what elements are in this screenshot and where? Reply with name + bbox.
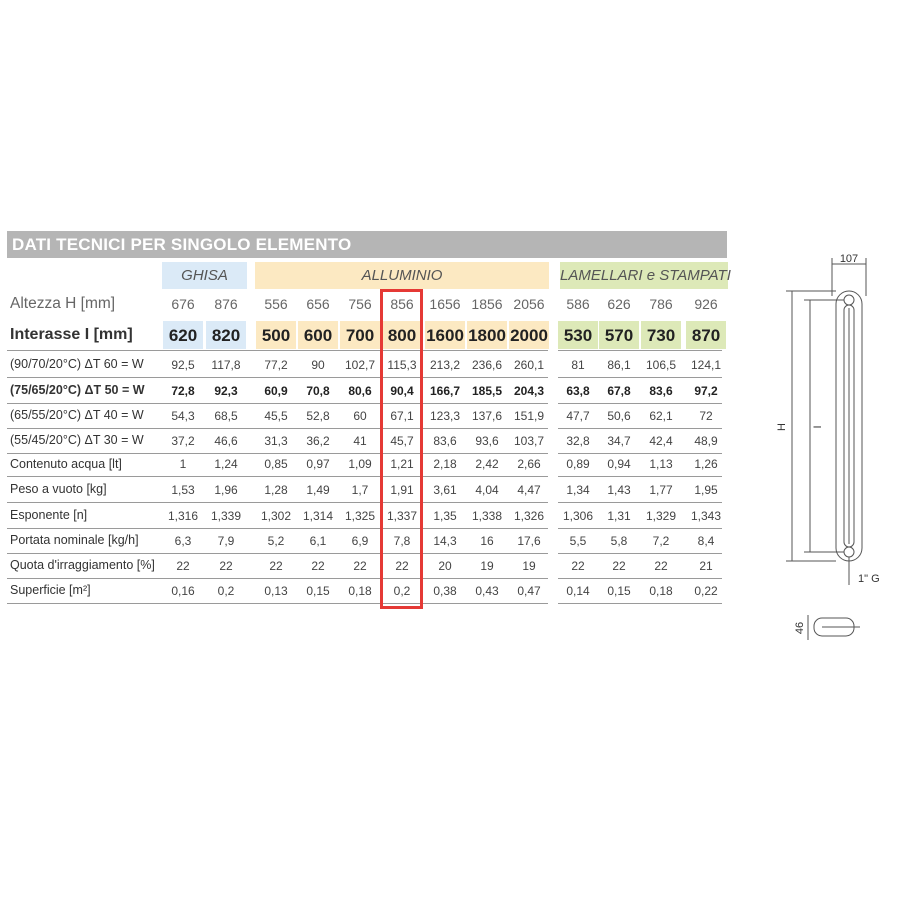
table-cell: 45,7: [390, 434, 414, 448]
table-cell: 5,2: [267, 534, 285, 548]
table-cell: 16: [480, 534, 494, 548]
table-cell: 3,61: [433, 483, 457, 497]
table-title: DATI TECNICI PER SINGOLO ELEMENTO: [12, 235, 352, 254]
table-cell: 1,13: [649, 457, 673, 471]
table-cell: 260,1: [513, 358, 545, 372]
table-cell: 1,95: [694, 483, 718, 497]
table-cell: 22: [269, 559, 283, 573]
table-cell: 1800: [468, 326, 506, 345]
table-cell: 117,8: [211, 358, 241, 372]
row-divider: [7, 603, 548, 604]
row-divider: [558, 578, 722, 579]
table-cell: 676: [171, 296, 195, 312]
table-cell: 50,6: [607, 409, 631, 423]
table-cell: 1,343: [690, 509, 722, 523]
table-cell: 22: [219, 559, 233, 573]
table-cell: 22: [395, 559, 409, 573]
row-divider: [558, 502, 722, 503]
table-cell: 2,66: [517, 457, 541, 471]
table-cell: 800: [387, 326, 417, 345]
table-cell: 47,7: [566, 409, 590, 423]
table-cell: 22: [353, 559, 367, 573]
table-cell: 0,47: [517, 584, 541, 598]
table-cell: 1,314: [302, 509, 334, 523]
table-cell: 115,3: [387, 358, 417, 372]
table-cell: 166,7: [429, 384, 461, 398]
table-cell: 1,28: [264, 483, 288, 497]
row-label: Quota d'irraggiamento [%]: [10, 558, 155, 572]
table-cell: 60: [353, 409, 367, 423]
table-cell: 93,6: [475, 434, 499, 448]
table-cell: 1,338: [471, 509, 503, 523]
table-cell: 1,302: [260, 509, 292, 523]
table-cell: 556: [264, 296, 288, 312]
row-label: Superficie [m²]: [10, 583, 91, 597]
table-cell: 31,3: [264, 434, 288, 448]
table-cell: 0,16: [171, 584, 195, 598]
table-cell: 185,5: [471, 384, 503, 398]
table-cell: 6,9: [351, 534, 369, 548]
table-cell: 756: [348, 296, 372, 312]
table-cell: 656: [306, 296, 330, 312]
table-cell: 0,38: [433, 584, 457, 598]
row-label: (90/70/20°C) ΔT 60 = W: [10, 357, 144, 371]
row-label: Portata nominale [kg/h]: [10, 533, 139, 547]
table-cell: 2,18: [433, 457, 457, 471]
table-cell: 700: [345, 326, 375, 345]
table-cell: 83,6: [433, 434, 457, 448]
group-header: ALLUMINIO: [361, 267, 443, 284]
table-cell: 1: [179, 457, 187, 471]
table-cell: 2,42: [475, 457, 499, 471]
table-cell: 500: [261, 326, 291, 345]
table-cell: 1,43: [607, 483, 631, 497]
table-cell: 1,306: [562, 509, 594, 523]
row-label: (75/65/20°C) ΔT 50 = W: [10, 383, 145, 397]
table-cell: 86,1: [607, 358, 631, 372]
table-cell: 41: [353, 434, 367, 448]
table-cell: 106,5: [645, 358, 677, 372]
table-cell: 530: [563, 326, 593, 345]
table-cell: 1,339: [210, 509, 242, 523]
table-cell: 600: [303, 326, 333, 345]
table-cell: 80,6: [348, 384, 372, 398]
table-cell: 36,2: [306, 434, 330, 448]
table-cell: 17,6: [517, 534, 541, 548]
table-cell: 48,9: [694, 434, 718, 448]
table-cell: 20: [438, 559, 452, 573]
table-cell: 22: [654, 559, 668, 573]
table-cell: 70,8: [306, 384, 330, 398]
table-cell: 6,3: [174, 534, 192, 548]
row-divider: [7, 350, 548, 351]
table-cell: 19: [522, 559, 536, 573]
row-divider: [558, 428, 722, 429]
table-cell: 1,31: [607, 509, 631, 523]
table-cell: 1,26: [694, 457, 718, 471]
table-cell: 72,8: [171, 384, 195, 398]
table-cell: 870: [691, 326, 721, 345]
table-cell: 103,7: [513, 434, 545, 448]
table-cell: 1,35: [433, 509, 457, 523]
table-cell: 1656: [429, 296, 461, 312]
table-cell: 77,2: [264, 358, 288, 372]
row-divider: [7, 377, 548, 378]
top-connection: [844, 295, 854, 305]
table-cell: 62,1: [649, 409, 673, 423]
row-divider: [7, 578, 548, 579]
table-cell: 1,24: [214, 457, 238, 471]
table-cell: 1600: [426, 326, 464, 345]
bottom-connection: [844, 547, 854, 557]
table-cell: 67,1: [390, 409, 414, 423]
table-cell: 876: [214, 296, 238, 312]
table-cell: 1,337: [386, 509, 418, 523]
table-cell: 0,2: [393, 584, 411, 598]
axis-label: I: [812, 425, 824, 429]
row-divider: [7, 476, 548, 477]
table-cell: 0,13: [264, 584, 288, 598]
row-divider: [558, 528, 722, 529]
row-divider: [7, 528, 548, 529]
table-cell: 0,15: [607, 584, 631, 598]
table-cell: 32,8: [566, 434, 590, 448]
table-cell: 1,325: [344, 509, 376, 523]
row-divider: [558, 476, 722, 477]
table-cell: 0,18: [348, 584, 372, 598]
table-cell: 45,5: [264, 409, 288, 423]
table-cell: 14,3: [433, 534, 457, 548]
highlight-column-box: [380, 289, 423, 609]
table-cell: 37,2: [171, 434, 195, 448]
table-cell: 7,8: [393, 534, 411, 548]
table-cell: 786: [649, 296, 673, 312]
row-label: Peso a vuoto [kg]: [10, 482, 107, 496]
table-cell: 54,3: [171, 409, 195, 423]
table-cell: 0,85: [264, 457, 288, 471]
row-divider: [7, 553, 548, 554]
table-cell: 4,04: [475, 483, 499, 497]
table-cell: 92,5: [171, 358, 195, 372]
table-cell: 92,3: [214, 384, 238, 398]
table-cell: 0,2: [217, 584, 235, 598]
row-divider: [7, 428, 548, 429]
table-cell: 60,9: [264, 384, 288, 398]
table-cell: 97,2: [694, 384, 718, 398]
table-cell: 151,9: [513, 409, 545, 423]
table-cell: 626: [607, 296, 631, 312]
table-cell: 0,43: [475, 584, 499, 598]
row-divider: [558, 403, 722, 404]
table-cell: 6,1: [309, 534, 327, 548]
table-cell: 2000: [510, 326, 548, 345]
table-cell: 22: [311, 559, 325, 573]
table-cell: 22: [176, 559, 190, 573]
table-cell: 72: [699, 409, 713, 423]
table-cell: 42,4: [649, 434, 673, 448]
table-cell: 570: [604, 326, 634, 345]
table-cell: 0,97: [306, 457, 330, 471]
row-divider: [7, 453, 548, 454]
table-cell: 0,15: [306, 584, 330, 598]
table-cell: 0,89: [566, 457, 590, 471]
row-divider: [558, 350, 722, 351]
table-cell: 236,6: [471, 358, 503, 372]
table-cell: 4,47: [517, 483, 541, 497]
table-cell: 0,18: [649, 584, 673, 598]
row-divider: [558, 453, 722, 454]
table-cell: 1,329: [645, 509, 677, 523]
table-cell: 81: [571, 358, 585, 372]
table-cell: 1,77: [649, 483, 673, 497]
row-divider: [7, 403, 548, 404]
table-cell: 123,3: [429, 409, 461, 423]
table-cell: 1,53: [171, 483, 195, 497]
table-cell: 820: [211, 326, 241, 345]
depth-label: 46: [794, 621, 806, 635]
table-cell: 52,8: [306, 409, 330, 423]
table-cell: 8,4: [697, 534, 715, 548]
row-label: Esponente [n]: [10, 508, 88, 522]
table-cell: 7,9: [217, 534, 235, 548]
table-cell: 1,326: [513, 509, 545, 523]
row-divider: [558, 377, 722, 378]
table-cell: 0,94: [607, 457, 631, 471]
connection-label: 1" G: [858, 573, 880, 585]
table-cell: 83,6: [649, 384, 673, 398]
table-cell: 1,49: [306, 483, 330, 497]
row-divider: [558, 553, 722, 554]
table-cell: 5,8: [610, 534, 628, 548]
table-cell: 1,7: [351, 483, 369, 497]
table-cell: 67,8: [607, 384, 631, 398]
table-cell: 204,3: [513, 384, 545, 398]
row-label: Altezza H [mm]: [10, 295, 116, 312]
table-cell: 586: [566, 296, 590, 312]
table-cell: 19: [480, 559, 494, 573]
table-cell: 68,5: [214, 409, 238, 423]
table-cell: 46,6: [214, 434, 238, 448]
row-label: Contenuto acqua [lt]: [10, 457, 122, 471]
table-cell: 926: [694, 296, 718, 312]
table-cell: 124,1: [690, 358, 722, 372]
table-cell: 22: [571, 559, 585, 573]
table-cell: 856: [390, 296, 414, 312]
table-cell: 34,7: [607, 434, 631, 448]
table-cell: 2056: [513, 296, 545, 312]
row-divider: [558, 603, 722, 604]
table-cell: 1,21: [390, 457, 414, 471]
row-divider: [7, 502, 548, 503]
table-cell: 1,91: [390, 483, 414, 497]
table-cell: 21: [699, 559, 713, 573]
group-header: LAMELLARI e STAMPATI: [560, 267, 731, 284]
table-cell: 1,34: [566, 483, 590, 497]
table-cell: 0,14: [566, 584, 590, 598]
table-cell: 102,7: [344, 358, 376, 372]
table-cell: 730: [646, 326, 676, 345]
table-cell: 5,5: [569, 534, 587, 548]
row-label: (65/55/20°C) ΔT 40 = W: [10, 408, 144, 422]
group-header: GHISA: [181, 267, 228, 284]
table-cell: 90: [311, 358, 325, 372]
width-label: 107: [839, 253, 859, 265]
table-cell: 7,2: [652, 534, 670, 548]
table-cell: 1,96: [214, 483, 238, 497]
table-cell: 1,316: [167, 509, 199, 523]
table-cell: 1856: [471, 296, 503, 312]
table-cell: 90,4: [390, 384, 414, 398]
row-label: Interasse I [mm]: [10, 326, 133, 343]
row-label: (55/45/20°C) ΔT 30 = W: [10, 433, 144, 447]
height-label: H: [776, 423, 788, 431]
table-cell: 620: [168, 326, 198, 345]
table-cell: 1,09: [348, 457, 372, 471]
radiator-diagram: [760, 250, 900, 650]
table-cell: 137,6: [471, 409, 503, 423]
table-cell: 213,2: [429, 358, 461, 372]
table-cell: 0,22: [694, 584, 718, 598]
table-cell: 63,8: [566, 384, 590, 398]
table-cell: 22: [612, 559, 626, 573]
